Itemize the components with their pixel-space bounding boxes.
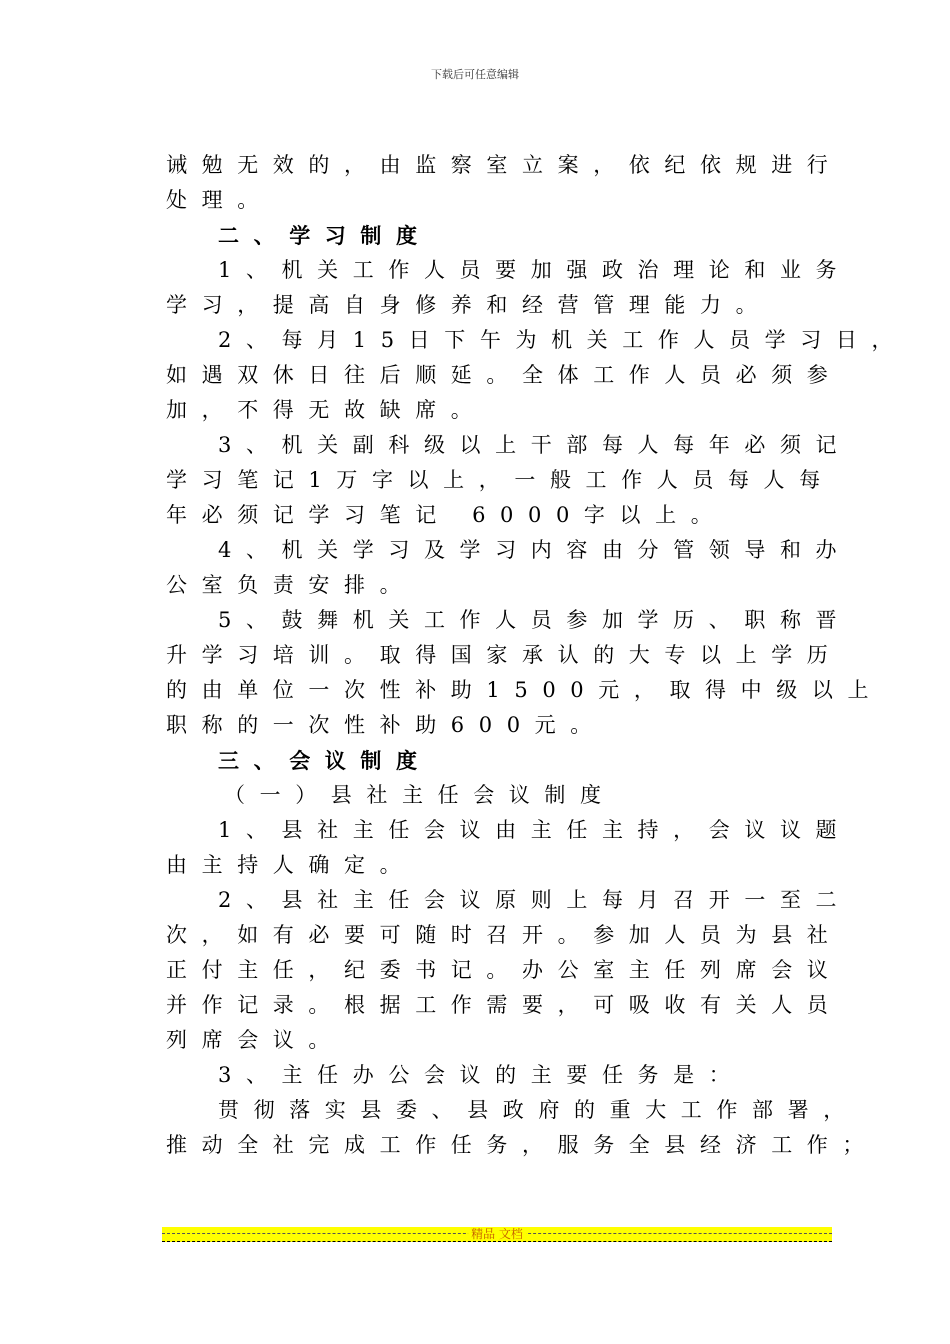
text-line: 1、县社主任会议由主任主持，会议议题	[218, 818, 852, 842]
text-line: 年必须记学习笔记 6000字以上。	[166, 503, 727, 527]
text-line: 4、机关学习及学习内容由分管领导和办	[218, 538, 852, 562]
text-line: 2、每月15日下午为机关工作人员学习日，	[218, 328, 908, 352]
footer-bar	[162, 1227, 832, 1242]
text-line: 由主持人确定。	[166, 853, 416, 877]
text-line: 列席会议。	[166, 1028, 344, 1052]
text-line: 加，不得无故缺席。	[166, 398, 487, 422]
text-line: 5、鼓舞机关工作人员参加学历、职称晋	[218, 608, 852, 632]
text-line: 推动全社完成工作任务，服务全县经济工作；	[166, 1133, 878, 1157]
text-line: 正付主任，纪委书记。办公室主任列席会议	[166, 958, 843, 982]
text-line: 的由单位一次性补助1500元，取得中级以上	[166, 678, 884, 702]
text-line: 如遇双休日往后顺延。全体工作人员必须参	[166, 363, 843, 387]
text-line: 处理。	[166, 188, 273, 212]
text-line: 次，如有必要可随时召开。参加人员为县社	[166, 923, 843, 947]
text-line: 公室负责安排。	[166, 573, 416, 597]
page-header: 下载后可任意编辑	[431, 68, 519, 81]
text-line: 诫勉无效的，由监察室立案，依纪依规进行	[166, 153, 843, 177]
text-line: 3、机关副科级以上干部每人每年必须记	[218, 433, 852, 457]
text-line: 升学习培训。取得国家承认的大专以上学历	[166, 643, 843, 667]
section-heading: 二、学习制度	[218, 223, 432, 248]
text-line: 学习笔记1万字以上，一般工作人员每人每	[166, 468, 835, 492]
text-line: （一）县社主任会议制度	[224, 783, 616, 807]
section-heading: 三、会议制度	[218, 748, 432, 773]
text-line: 学习，提高自身修养和经营管理能力。	[166, 293, 772, 317]
text-line: 2、县社主任会议原则上每月召开一至二	[218, 888, 852, 912]
footer-label: 精品 文档	[468, 1227, 526, 1241]
text-line: 职称的一次性补助600元。	[166, 713, 606, 737]
text-line: 并作记录。根据工作需要，可吸收有关人员	[166, 993, 843, 1017]
text-line: 1、机关工作人员要加强政治理论和业务	[218, 258, 852, 282]
document-body	[166, 148, 908, 1163]
text-line: 3、主任办公会议的主要任务是：	[218, 1063, 745, 1087]
text-line: 贯彻落实县委、县政府的重大工作部署，	[218, 1098, 859, 1122]
